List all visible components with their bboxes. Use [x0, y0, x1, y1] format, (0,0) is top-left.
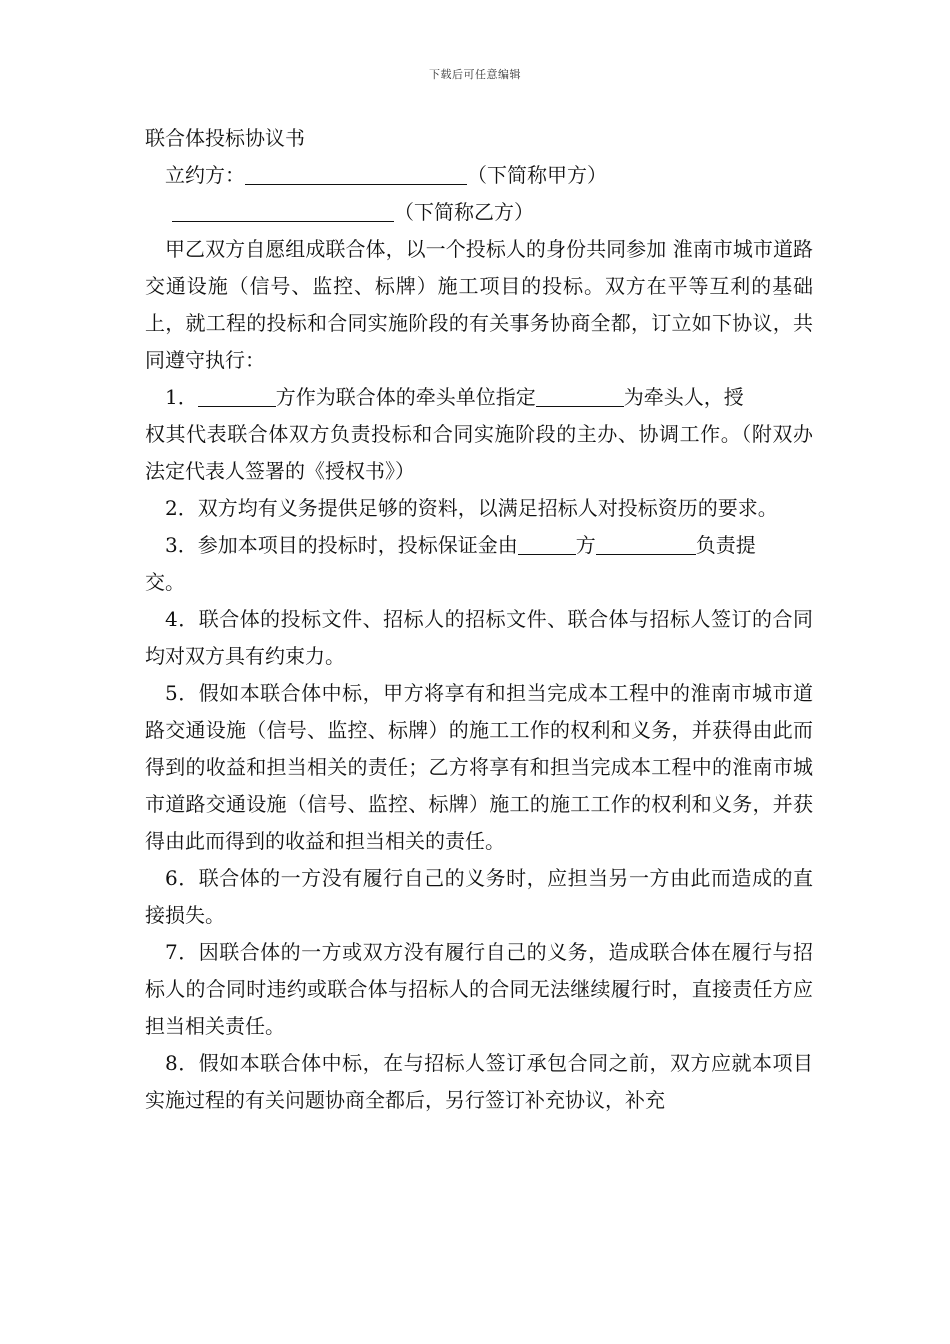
clause-3-text-a: 3．参加本项目的投标时，投标保证金由 — [165, 533, 518, 557]
clause-1-first-line — [145, 379, 813, 416]
clause-3-rest: 交。 — [145, 570, 185, 594]
party-a-line — [145, 157, 813, 194]
clause-1-rest: 权其代表联合体双方负责投标和合同实施阶段的主办、协调工作。（附双办法定代表人签署的《授权书》） — [145, 422, 813, 483]
clause-1-number: 1． — [165, 385, 198, 409]
clause-3-text-c: 负责提 — [695, 533, 756, 557]
intro-paragraph: 甲乙双方自愿组成联合体，以一个投标人的身份共同参加 淮南市城市道路交通设施（信号、监控、标牌）施工项目的投标。双方在平等互利的基础上，就工程的投标和合同实施阶段的有关事务协商全都，订立如下协议，共同遵守执行： — [145, 237, 813, 372]
clause-3 — [145, 527, 813, 601]
party-a-label: 立约方： — [165, 163, 245, 187]
clause-1 — [145, 379, 813, 490]
clause-2: 2．双方均有义务提供足够的资料，以满足招标人对投标资历的要求。 — [165, 496, 778, 520]
lead-party-blank[interactable] — [198, 384, 276, 407]
page-header: 下载后可任意编辑 — [429, 68, 521, 81]
deposit-name-blank[interactable] — [596, 532, 696, 555]
clause-1-text-a: 方作为联合体的牵头单位指定 — [275, 385, 536, 409]
party-b-line — [145, 194, 813, 231]
clause-3-text-b: 方 — [575, 533, 596, 557]
party-b-suffix: （下简称乙方） — [394, 200, 534, 224]
party-a-suffix: （下简称甲方） — [467, 163, 607, 187]
clause-1-text-b: 为牵头人，授 — [623, 385, 744, 409]
clause-6: 6．联合体的一方没有履行自己的义务时，应担当另一方由此而造成的直接损失。 — [145, 866, 813, 927]
lead-person-blank[interactable] — [536, 384, 624, 407]
clause-5: 5．假如本联合体中标，甲方将享有和担当完成本工程中的淮南市城市道路交通设施（信号、监控、标牌）的施工工作的权利和义务，并获得由此而得到的收益和担当相关的责任；乙方将享有和担当完成本工程中的淮南市城市道路交通设施（信号、监控、标牌）施工的施工工作的权利和义务，并获得由此而得到的收益和担当相关的责任。 — [145, 681, 813, 853]
clause-7: 7．因联合体的一方或双方没有履行自己的义务，造成联合体在履行与招标人的合同时违约或联合体与招标人的合同无法继续履行时，直接责任方应担当相关责任。 — [145, 940, 813, 1038]
clause-3-first-line — [145, 527, 813, 564]
deposit-party-blank[interactable] — [518, 532, 576, 555]
clause-4: 4．联合体的投标文件、招标人的招标文件、联合体与招标人签订的合同均对双方具有约束力。 — [145, 607, 813, 668]
party-a-blank[interactable] — [245, 162, 467, 185]
party-b-blank[interactable] — [172, 199, 394, 222]
clause-8: 8．假如本联合体中标，在与招标人签订承包合同之前，双方应就本项目实施过程的有关问题协商全都后，另行签订补充协议，补充 — [145, 1051, 813, 1112]
document-body — [145, 120, 813, 1119]
document-title: 联合体投标协议书 — [145, 126, 305, 150]
